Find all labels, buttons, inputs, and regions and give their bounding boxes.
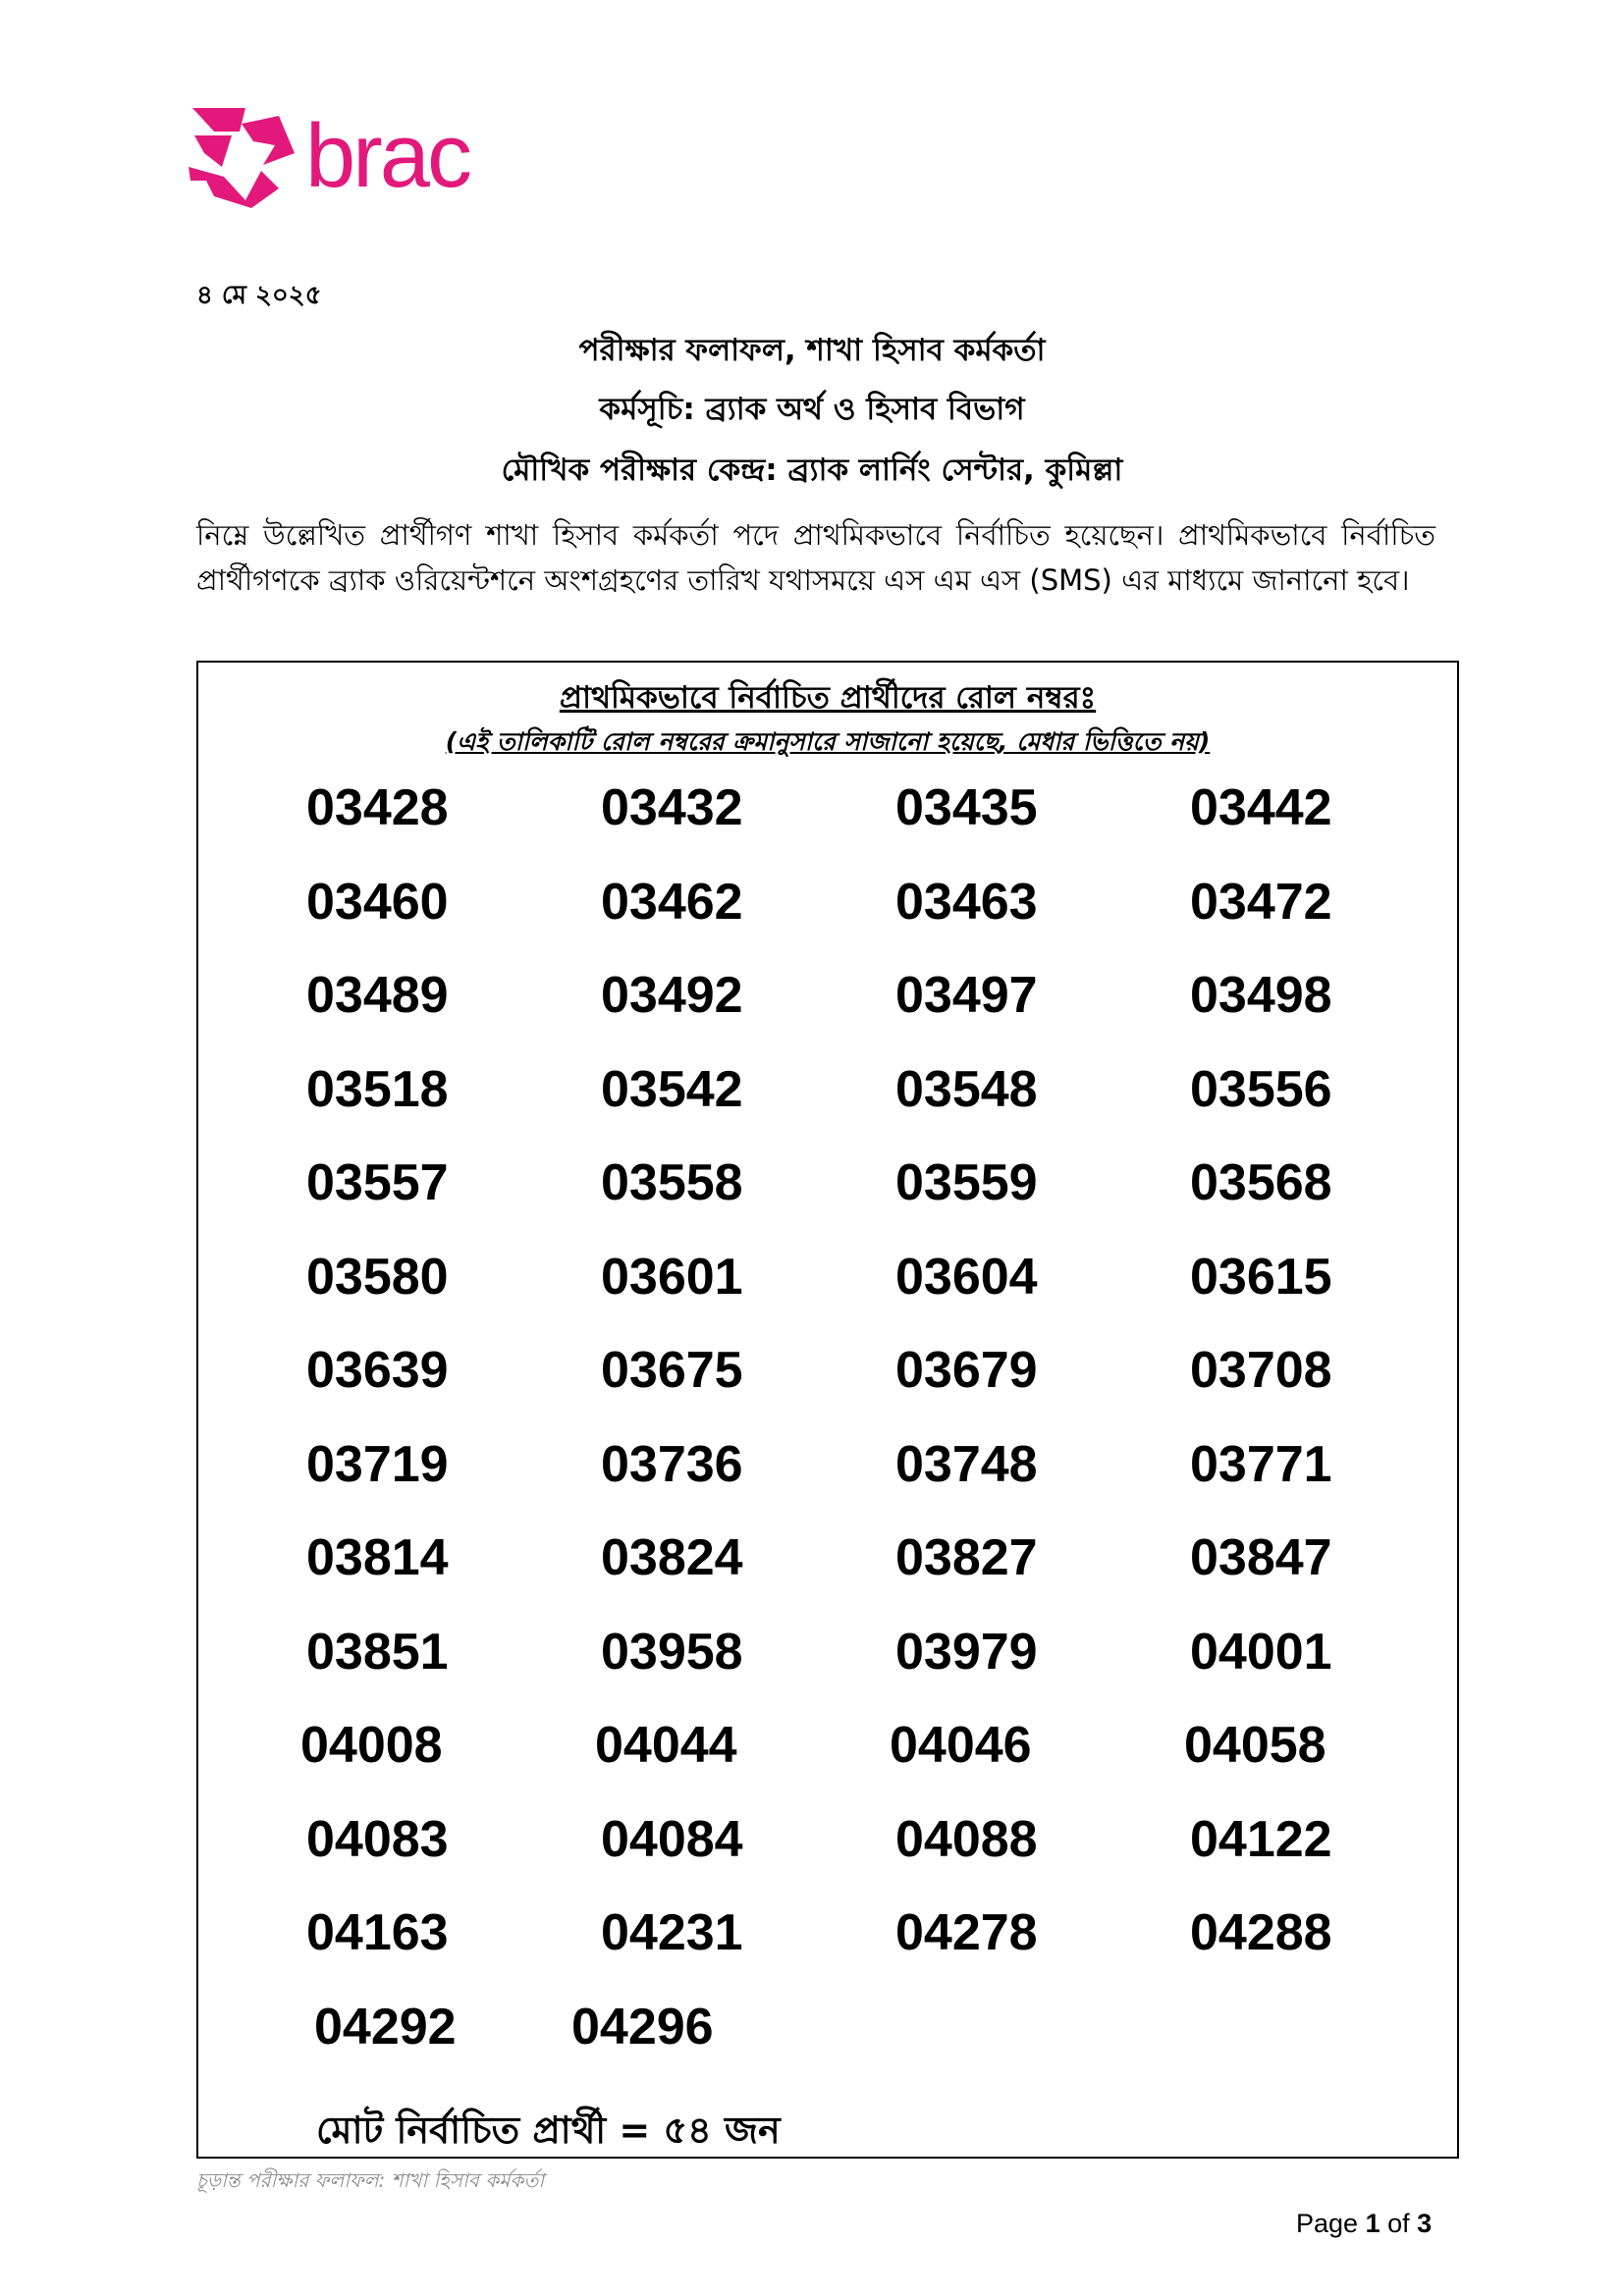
roll-number: 03432 bbox=[601, 779, 743, 836]
brac-logo bbox=[185, 102, 469, 210]
roll-number: 03580 bbox=[306, 1248, 449, 1306]
footer-note: চূড়ান্ত পরীক্ষার ফলাফল: শাখা হিসাব কর্মকর্তা bbox=[196, 2168, 545, 2192]
roll-number: 03558 bbox=[601, 1154, 743, 1211]
roll-number: 03462 bbox=[601, 873, 743, 931]
page-number: Page 1 of 3 bbox=[1296, 2209, 1433, 2238]
roll-number: 03460 bbox=[306, 873, 449, 931]
roll-number: 03814 bbox=[306, 1529, 449, 1586]
roll-number: 03518 bbox=[306, 1060, 449, 1118]
roll-number: 03492 bbox=[601, 967, 743, 1024]
roll-number: 03736 bbox=[601, 1435, 743, 1493]
heading-exam-result: পরীক্ষার ফলাফল, শাখা হিসাব কর্মকর্তা bbox=[578, 333, 1046, 368]
heading-viva-center: মৌখিক পরীক্ষার কেন্দ্র: ব্র্যাক লার্নিং সেন্টার, কুমিল্লা bbox=[501, 453, 1123, 488]
roll-number: 03958 bbox=[601, 1623, 743, 1681]
roll-number: 03675 bbox=[601, 1342, 743, 1399]
roll-number: 03771 bbox=[1190, 1435, 1332, 1493]
heading-program: কর্মসূচি: ব্র্যাক অর্থ ও হিসাব বিভাগ bbox=[599, 392, 1025, 427]
roll-number: 03498 bbox=[1190, 967, 1332, 1024]
roll-number: 03827 bbox=[895, 1529, 1038, 1586]
roll-number: 03851 bbox=[306, 1623, 449, 1681]
roll-number: 04163 bbox=[306, 1904, 449, 1961]
roll-number: 03824 bbox=[601, 1529, 743, 1586]
roll-number: 03472 bbox=[1190, 873, 1332, 931]
intro-paragraph: নিম্নে উল্লেখিত প্রার্থীগণ শাখা হিসাব কর্মকর্তা পদে প্রাথমিকভাবে নির্বাচিত হয়েছেন। প্রাথমিকভাবে নির্বাচিত প্রার্থীগণকে ব্র্যাক ওরিয়েন্টশনে অংশগ্রহণের তারিখ যথাসময়ে এস এম এস (SMS) এর মাধ্যমে জানানো হবে। bbox=[196, 518, 1435, 597]
roll-number: 04058 bbox=[1184, 1717, 1326, 1774]
roll-number: 03548 bbox=[895, 1060, 1038, 1118]
roll-number: 03708 bbox=[1190, 1342, 1332, 1399]
roll-number: 03679 bbox=[895, 1342, 1038, 1399]
brac-wordmark: brac bbox=[305, 106, 469, 206]
roll-number: 03489 bbox=[306, 967, 449, 1024]
roll-number: 03442 bbox=[1190, 779, 1332, 836]
roll-number: 04001 bbox=[1190, 1623, 1332, 1681]
roll-number: 04292 bbox=[314, 1998, 457, 2056]
roll-number: 03979 bbox=[895, 1623, 1038, 1681]
roll-number: 03847 bbox=[1190, 1529, 1332, 1586]
roll-number: 04278 bbox=[895, 1904, 1038, 1961]
roll-number: 03435 bbox=[895, 779, 1038, 836]
total-selected: মোট নির্বাচিত প্রার্থী = ৫৪ জন bbox=[316, 2109, 781, 2152]
roll-number: 04122 bbox=[1190, 1810, 1332, 1868]
roll-number: 03542 bbox=[601, 1060, 743, 1118]
roll-number: 03463 bbox=[895, 873, 1038, 931]
roll-number: 03559 bbox=[895, 1154, 1038, 1211]
roll-list-note: (এই তালিকাটি রোল নম্বরের ক্রমানুসারে সাজানো হয়েছে, মেধার ভিত্তিতে নয়) bbox=[445, 727, 1211, 756]
roll-number: 04231 bbox=[601, 1904, 743, 1961]
roll-list-title: প্রাথমিকভাবে নির্বাচিত প্রার্থীদের রোল নম্বরঃ bbox=[559, 680, 1097, 716]
roll-number: 03556 bbox=[1190, 1060, 1332, 1118]
roll-number-box bbox=[196, 661, 1459, 2159]
roll-number: 04088 bbox=[895, 1810, 1038, 1868]
roll-number: 03604 bbox=[895, 1248, 1038, 1306]
roll-number: 03639 bbox=[306, 1342, 449, 1399]
roll-number: 03428 bbox=[306, 779, 449, 836]
roll-number: 04296 bbox=[571, 1998, 714, 2056]
roll-number: 03568 bbox=[1190, 1154, 1332, 1211]
roll-number: 03557 bbox=[306, 1154, 449, 1211]
roll-number: 04008 bbox=[300, 1717, 443, 1774]
roll-number: 04046 bbox=[890, 1717, 1032, 1774]
roll-number: 03497 bbox=[895, 967, 1038, 1024]
brac-logo-icon bbox=[185, 102, 298, 210]
roll-number: 04083 bbox=[306, 1810, 449, 1868]
roll-number: 04044 bbox=[595, 1717, 737, 1774]
roll-number: 03748 bbox=[895, 1435, 1038, 1493]
roll-number: 03601 bbox=[601, 1248, 743, 1306]
roll-number: 04288 bbox=[1190, 1904, 1332, 1961]
roll-number: 04084 bbox=[601, 1810, 743, 1868]
roll-number: 03615 bbox=[1190, 1248, 1332, 1306]
roll-number: 03719 bbox=[306, 1435, 449, 1493]
document-date: ৪ মে ২০২৫ bbox=[196, 281, 322, 310]
